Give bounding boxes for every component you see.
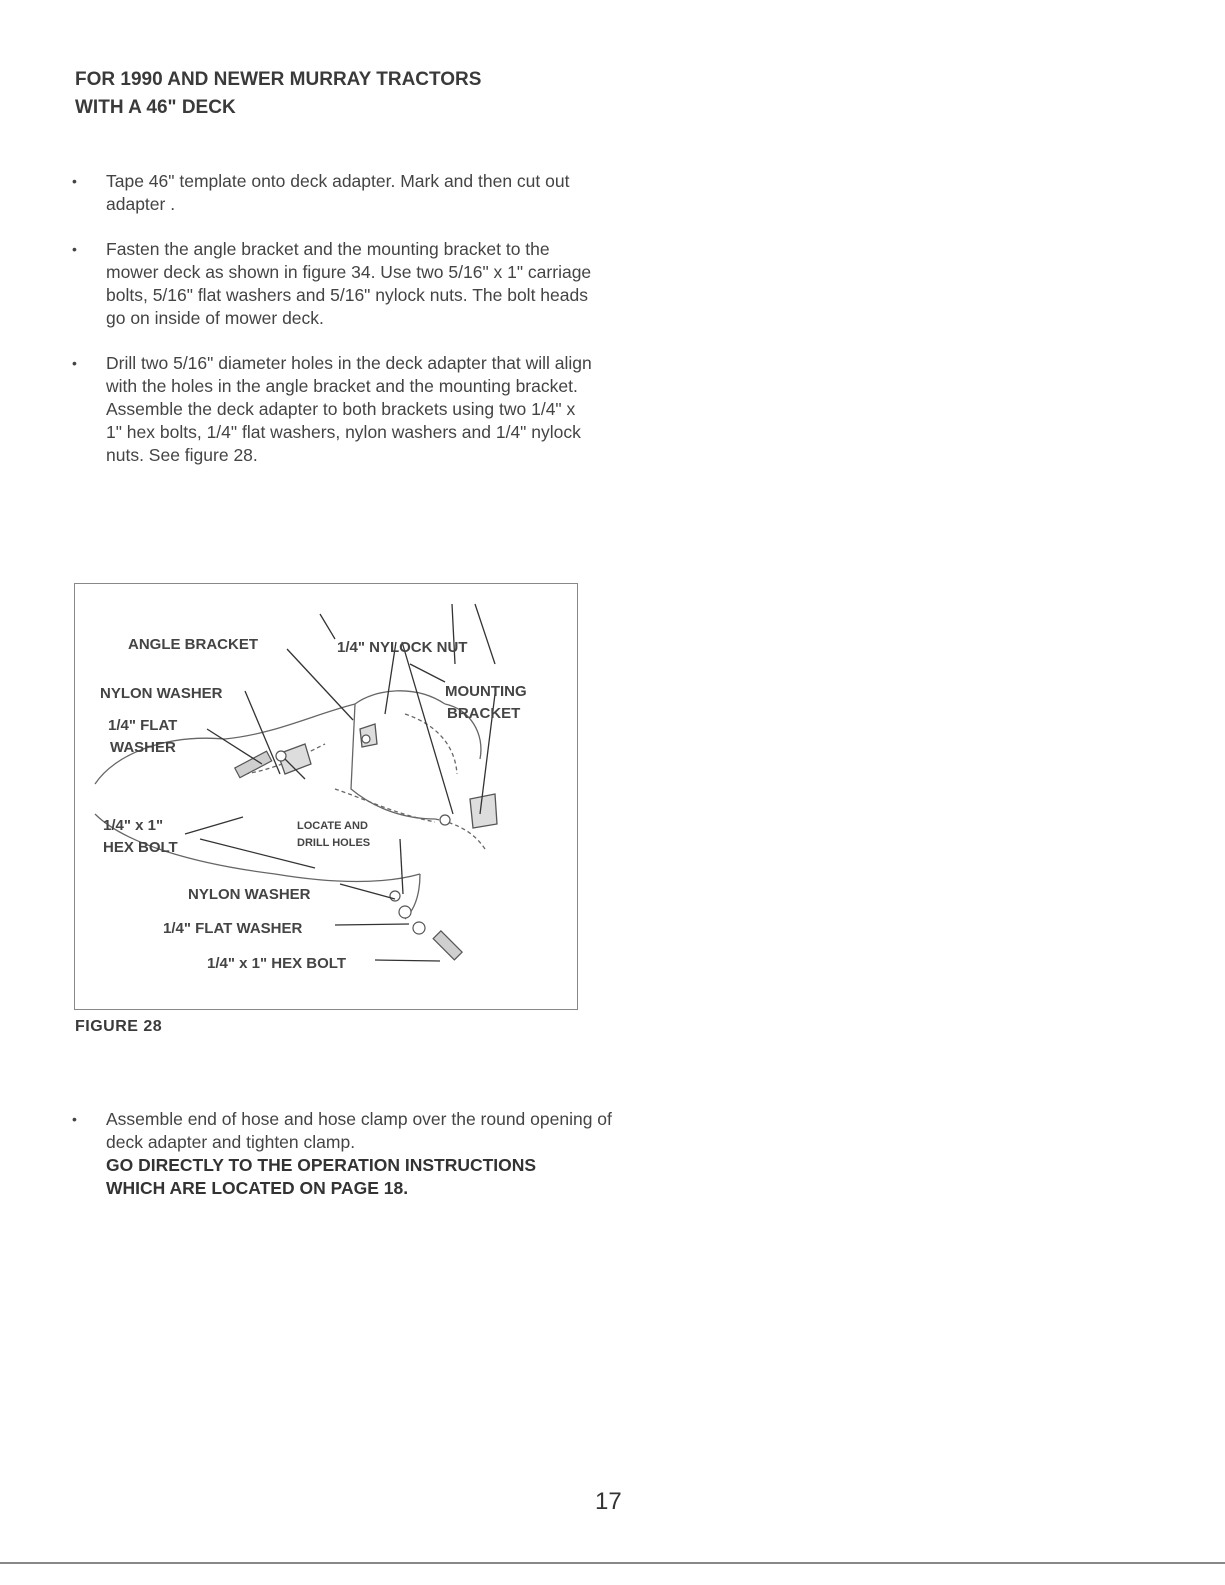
label-flat-washer-1: 1/4" FLAT [108,717,178,734]
label-locate: LOCATE AND [297,820,368,832]
label-mounting: MOUNTING [445,683,527,700]
label-hex-bolt-left-1: 1/4" x 1" [103,817,164,834]
bullet-icon: • [72,241,77,257]
final-body: Assemble end of hose and hose clamp over the round opening of deck adapter and tighten clamp. [106,1109,612,1152]
label-flat-washer-bottom: 1/4" FLAT WASHER [163,920,303,937]
bottom-hex-bolt-shape [433,931,462,960]
final-bold-2: WHICH ARE LOCATED ON PAGE 18. [106,1178,409,1198]
instruction-text: Drill two 5/16" diameter holes in the deck adapter that will align with the holes in the angle bracket and the mounting bracket. Assemble the deck adapter to both brackets using two 1/4" x 1" hex bolts, 1/4" flat washers, nylon washers and 1/4" nylock nuts. See figure 28. [106,353,592,465]
figure-caption: FIGURE 28 [75,1018,163,1035]
label-bracket: BRACKET [447,705,521,722]
label-hex-bolt-left-2: HEX BOLT [103,839,178,856]
assembly-illustration [75,584,579,1011]
mounting-bracket-shape [470,794,497,828]
left-hex-bolt-shape [235,751,272,778]
flat-washer-shape [399,906,411,918]
label-flat-washer-2: WASHER [110,739,176,756]
figure-28-diagram [74,583,578,1010]
final-instruction [72,1108,612,1200]
lower-washer-shape [413,922,425,934]
right-washer-shape [440,815,450,825]
bullet-icon: • [72,173,77,189]
heading-line-1: FOR 1990 AND NEWER MURRAY TRACTORS [75,69,482,90]
instruction-list [72,170,592,489]
label-hex-bolt-bottom: 1/4" x 1" HEX BOLT [207,955,346,972]
page-number: 17 [595,1488,622,1515]
section-heading [75,66,595,122]
heading-line-2: WITH A 46" DECK [75,97,236,118]
bracket-shapes [278,724,497,828]
bullet-icon: • [72,355,77,371]
label-nylon-washer-bottom: NYLON WASHER [188,886,311,903]
label-drill-holes: DRILL HOLES [297,837,371,849]
instruction-item [72,170,592,216]
nut-shape [362,735,370,743]
instruction-item [72,238,592,330]
label-nylock-nut: 1/4" NYLOCK NUT [337,639,468,656]
nylon-washer-shape [390,891,400,901]
bullet-icon: • [72,1111,77,1127]
leader-lines [185,604,495,961]
instruction-item [72,352,592,467]
bottom-divider [0,1562,1225,1564]
final-bold-1: GO DIRECTLY TO THE OPERATION INSTRUCTIONS [106,1155,537,1175]
instruction-text: Tape 46" template onto deck adapter. Mark and then cut out adapter . [106,171,570,214]
instruction-text: Fasten the angle bracket and the mounting bracket to the mower deck as shown in figure 34. Use two 5/16" x 1" carriage bolts, 5/16" flat washers and 5/16" nylock nuts. The bolt heads go on inside of mower deck. [106,239,592,328]
final-instruction-text [72,1108,612,1200]
left-washer-shape [276,751,286,761]
label-nylon-washer-top: NYLON WASHER [100,685,223,702]
label-angle-bracket: ANGLE BRACKET [128,636,258,653]
